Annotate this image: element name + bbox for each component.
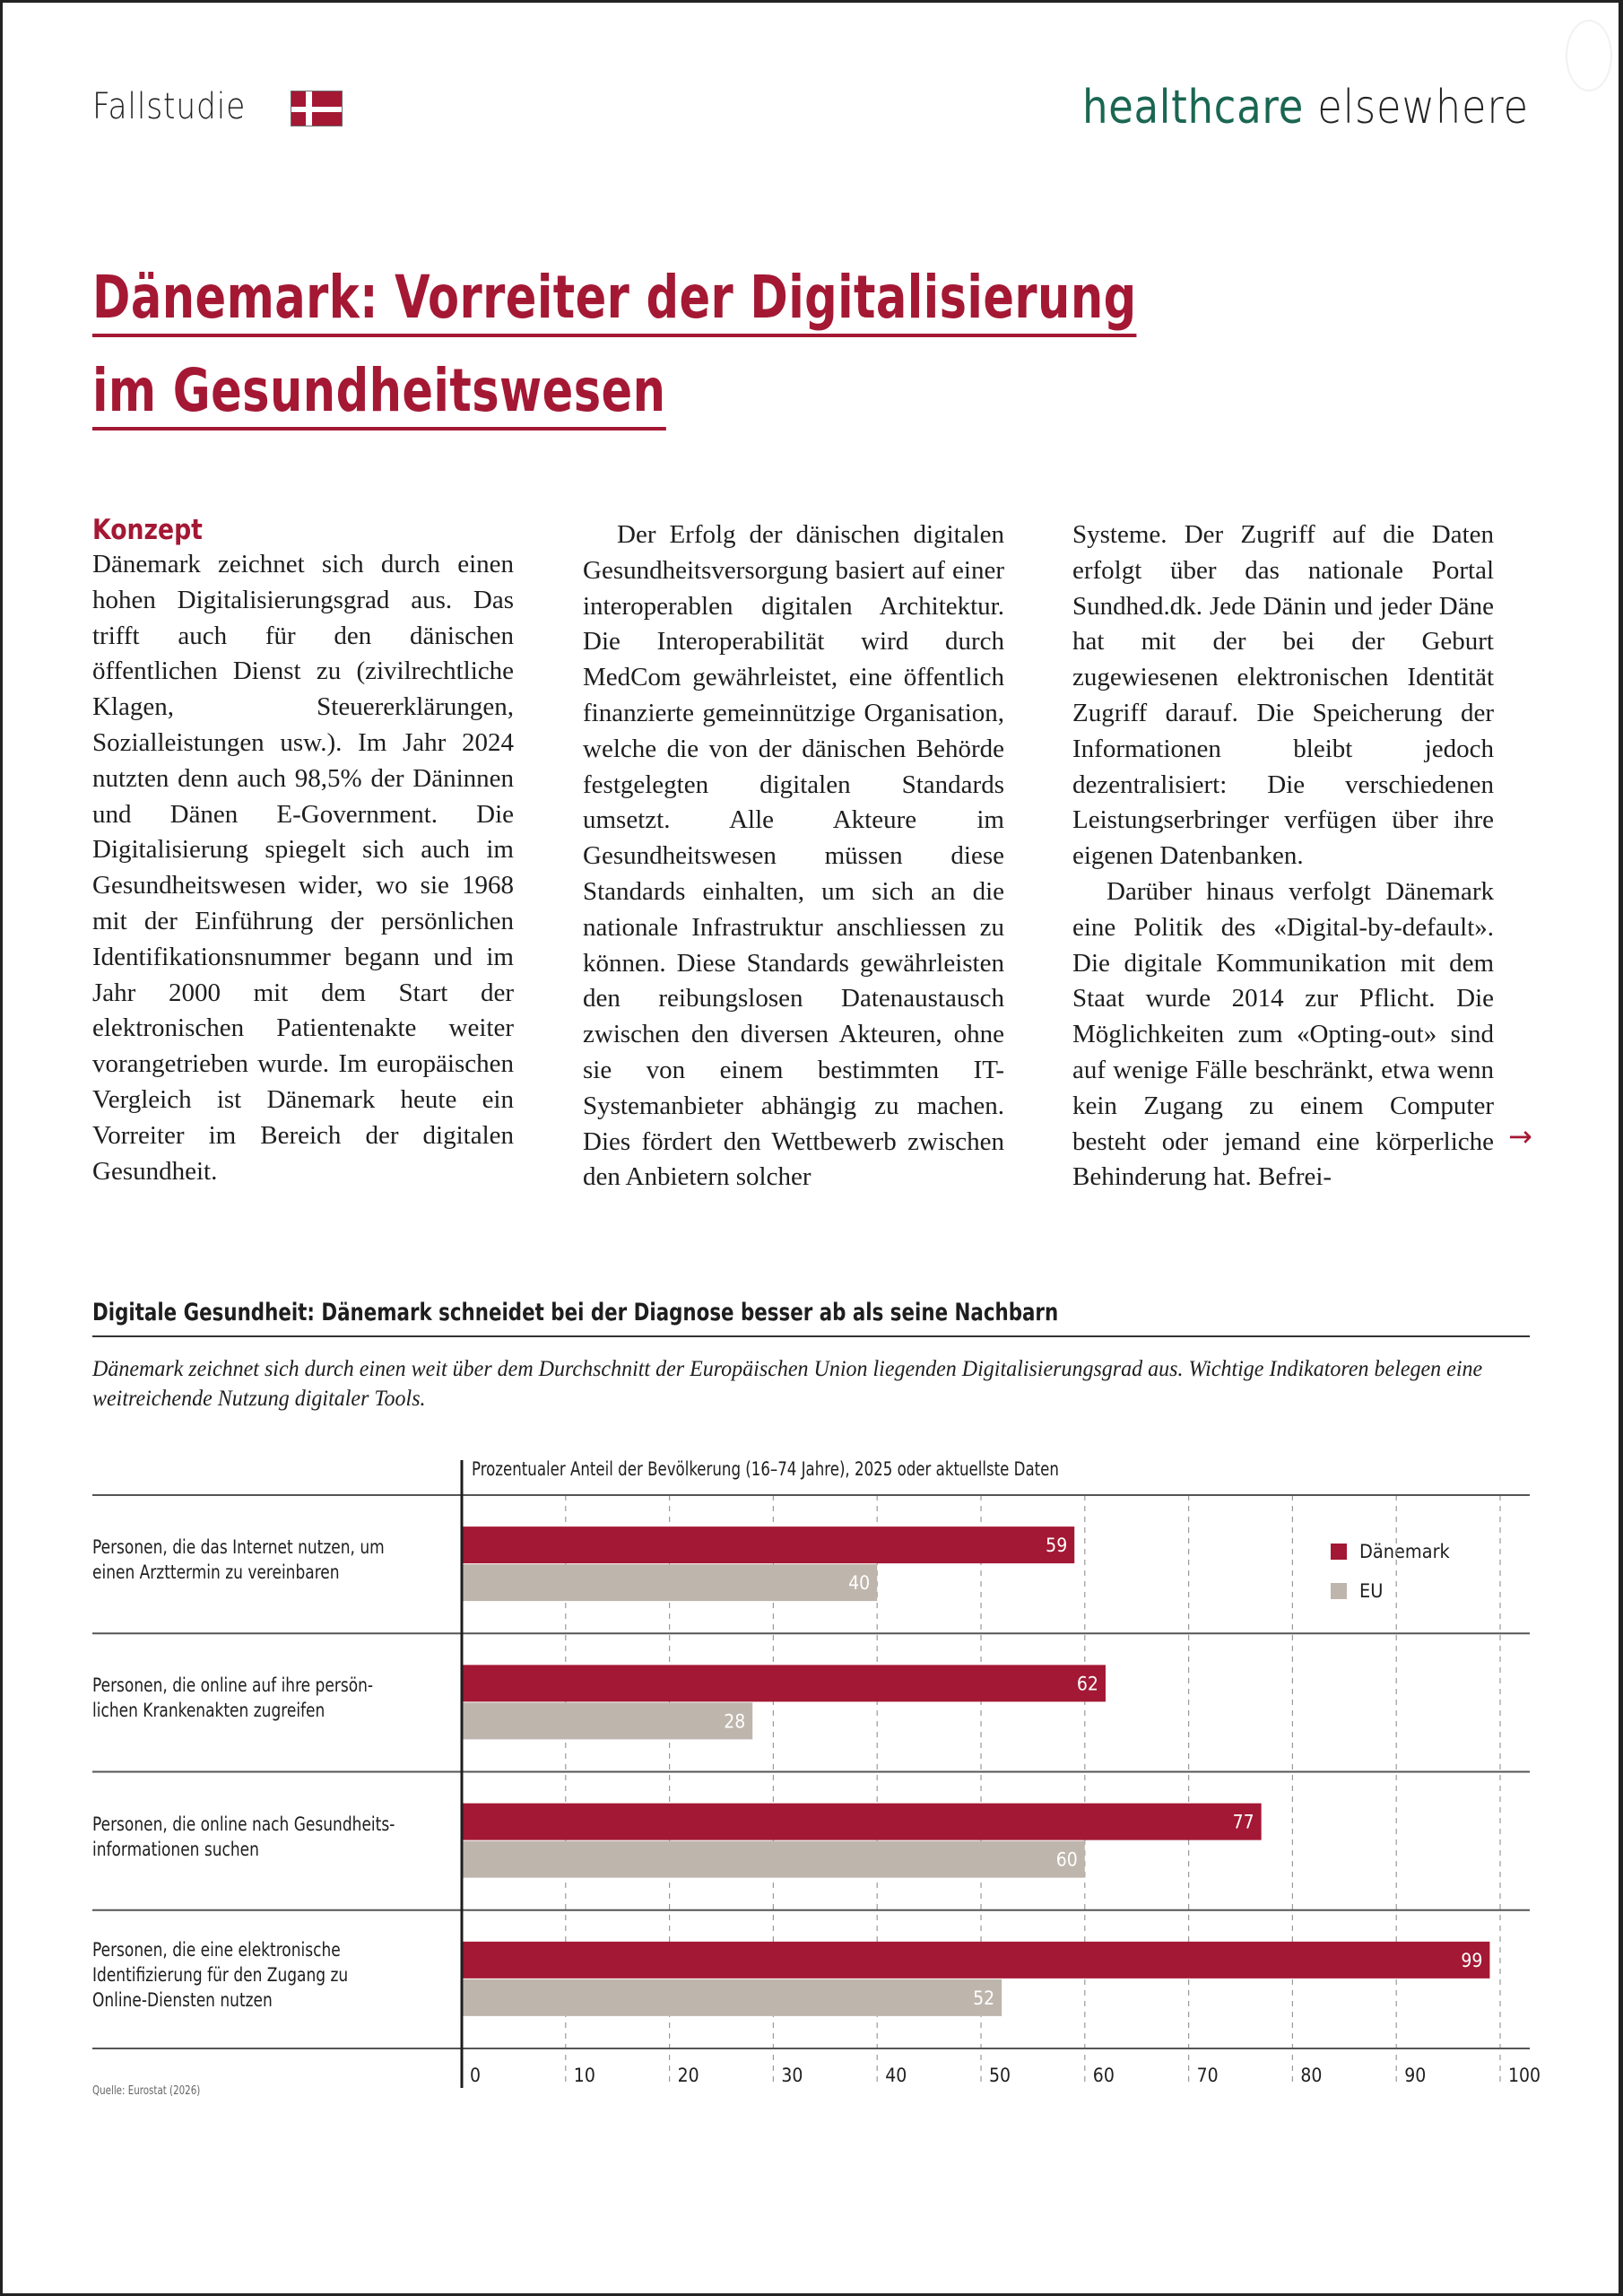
bar-value-label: 59 [1046,1535,1068,1557]
bar-value-label: 62 [1076,1673,1098,1695]
arrow-right-icon[interactable]: → [1508,1119,1532,1153]
bar-denmark-2 [462,1665,1106,1701]
category-label-line: Personen, die eine elektronische [92,1938,341,1961]
section-heading: Konzept [92,514,203,546]
x-tick-label: 0 [470,2065,482,2086]
legend-label-eu: EU [1359,1579,1384,1603]
category-label-line: Personen, die das Internet nutzen, um [92,1536,385,1560]
bar-value-label: 60 [1055,1848,1078,1871]
x-tick-label: 50 [989,2065,1011,2086]
x-axis-label: Prozentualer Anteil der Bevölkerung (16–74 Jahre), 2025 oder aktuellste Daten [472,1458,1059,1480]
chart-source: Quelle: Eurostat (2026) [92,2084,201,2098]
paragraph: Der Erfolg der dänischen digitalen Gesundheitsversorgung basiert auf einer interoperablen digitalen Architektur. Die Interoperabilität wird durch MedCom gewährleistet, eine öffentlich finanzierte gemeinnützige Organisation, welche die von der dänischen Behörde festgelegten digitalen Standards umsetzt. Alle Akteure im Gesundheitswesen müssen diese Standards einhalten, um sich an die nationale Infrastruktur anschliessen zu können. Diese Standards gewährleisten den reibungslosen Datenaustausch zwischen den diversen Akteuren, ohne sie von einem bestimmten IT-Systemanbieter abhängig zu machen. Dies fördert den Wettbewerb zwischen den Anbietern solcher [583,520,1004,1192]
title-line-2: im Gesundheitswesen [92,356,665,430]
bar-value-label: 52 [973,1987,995,2009]
bar-eu-2 [462,1702,752,1739]
bar-value-label: 40 [848,1572,871,1595]
legend-label-denmark: Dänemark [1359,1540,1450,1563]
x-tick-label: 100 [1508,2065,1541,2086]
paragraph: Systeme. Der Zugriff auf die Daten erfolgt über das nationale Portal Sundhed.dk. Jede Dänin und jeder Däne hat mit der bei der Geburt zugewiesenen elektronischen Identität Zugriff darauf. Die Speicherung der Informationen bleibt jedoch dezentralisiert: Die verschiedenen Leistungserbringer verfügen über ihre eigenen Datenbanken. [1072,520,1494,871]
paragraph: Darüber hinaus verfolgt Dänemark eine Politik des «Digital-by-default». Die digitale Kommunikation mit dem Staat wurde 2014 zur Pflicht. Die Möglichkeiten zum «Opting-out» sind auf wenige Fälle beschränkt, etwa wenn kein Zugang zu einem Computer besteht oder jemand eine körperliche Behinderung hat. Befrei- [1072,876,1494,1192]
x-tick-label: 40 [885,2065,907,2086]
bar-value-label: 99 [1461,1949,1483,1971]
x-tick-label: 10 [573,2065,595,2086]
category-label-line: Online-Diensten nutzen [92,1988,273,2012]
x-tick-label: 90 [1404,2065,1427,2086]
category-label-line: Personen, die online nach Gesundheits- [92,1813,395,1836]
category-label-line: Personen, die online auf ihre persön- [92,1674,374,1698]
title-line-1: Dänemark: Vorreiter der Digitalisierung [92,263,1137,337]
paragraph: Dänemark zeichnet sich durch einen hohen Digitalisierungsgrad aus. Das trifft auch für den dänischen öffentlichen Dienst zu (zivilrechtliche Klagen, Steuererklärungen, Sozialleistungen usw.). Im Jahr 2024 nutzten denn auch 98,5% der Däninnen und Dänen E-Government. Die Digitalisierung spiegelt sich auch im Gesundheitswesen wider, wo sie 1968 mit der Einführung der persönlichen Identifikationsnummer begann und im Jahr 2000 mit dem Start der elektronischen Patientenakte weiter vorangetrieben wurde. Im europäischen Vergleich ist Dänemark heute ein Vorreiter im Bereich der digitalen Gesundheit. [92,550,514,1186]
bar-denmark-4 [462,1942,1489,1979]
x-tick-label: 70 [1196,2065,1219,2086]
x-tick-label: 20 [677,2065,699,2086]
category-label-line: Identifizierung für den Zugang zu [92,1963,349,1987]
bar-denmark-1 [462,1526,1074,1563]
section-kicker: Fallstudie [92,86,247,127]
bar-eu-4 [462,1979,1002,2016]
x-tick-label: 60 [1092,2065,1115,2086]
x-tick-label: 80 [1300,2065,1323,2086]
bar-value-label: 77 [1232,1811,1254,1833]
bar-eu-1 [462,1564,877,1601]
category-label-line: einen Arzttermin zu vereinbaren [92,1561,340,1585]
chart-subtitle: Dänemark zeichnet sich durch einen weit über dem Durchschnitt der Europäischen Union liegenden Digitalisierungsgrad aus. Wichtige Indikatoren belegen eine weitreichende Nutzung digitaler Tools. [92,1357,1483,1411]
category-label-line: lichen Krankenakten zugreifen [92,1700,325,1723]
bar-value-label: 28 [724,1710,746,1733]
bar-denmark-3 [462,1804,1262,1840]
brand-part-1: healthcare [1082,81,1305,135]
brand-part-2: elsewhere [1317,81,1529,135]
category-label-line: informationen suchen [92,1838,259,1861]
bar-eu-3 [462,1841,1085,1878]
x-tick-label: 30 [781,2065,803,2086]
chart-title: Digitale Gesundheit: Dänemark schneidet bei der Diagnose besser ab als seine Nachbarn [92,1299,1059,1326]
